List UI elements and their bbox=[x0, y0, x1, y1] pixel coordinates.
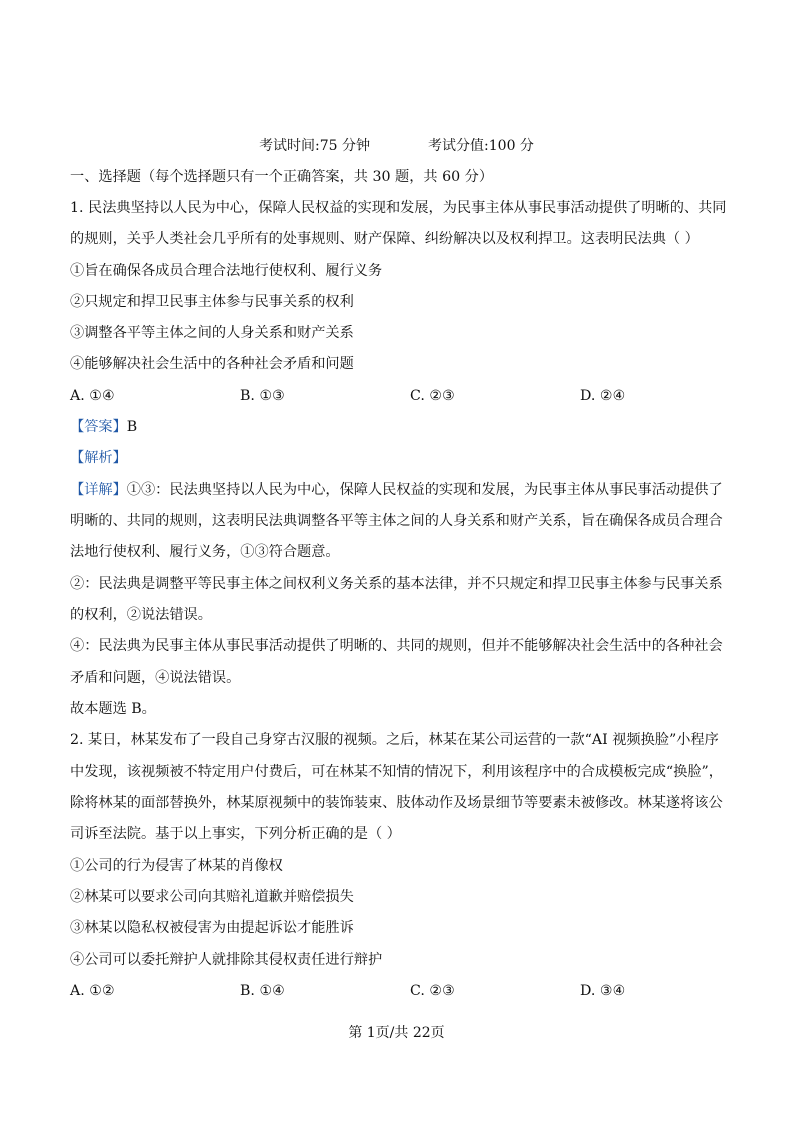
q1-detail-line-2: 明晰的、共同的规则，这表明民法典调整各平等主体之间的人身关系和财产关系，旨在确保各成员合理合 bbox=[70, 513, 723, 529]
q1-detail-line-3: 法地行使权利、履行义务，①③符合题意。 bbox=[70, 544, 340, 560]
q1-statement-2: ②只规定和捍卫民事主体参与民事关系的权利 bbox=[70, 294, 354, 310]
q1-option-c: C. ②③ bbox=[410, 388, 455, 404]
q2-option-a: A. ①② bbox=[70, 983, 115, 999]
exam-info bbox=[0, 136, 793, 156]
q1-detail-line-4: ②：民法典是调整平等民事主体之间权利义务关系的基本法律，并不只规定和捍卫民事主体参与民事关系 bbox=[70, 576, 723, 592]
q1-detail-line-7: 矛盾和问题，④说法错误。 bbox=[70, 670, 241, 686]
q1-statement-4: ④能够解决社会生活中的各种社会矛盾和问题 bbox=[70, 356, 354, 372]
q2-statement-1: ①公司的行为侵害了林某的肖像权 bbox=[70, 858, 283, 874]
q2-stem-line-2: 中发现，该视频被不特定用户付费后，可在林某不知情的情况下，利用该程序中的合成模板完成“换脸”， bbox=[70, 764, 723, 780]
q2-stem-line-1: 2. 某日，林某发布了一段自己身穿古汉服的视频。之后，林某在某公司运营的一款“AI 视频换脸”小程序 bbox=[70, 732, 719, 748]
answer-tag: 【答案】 bbox=[70, 419, 127, 435]
q2-options bbox=[70, 981, 730, 1001]
q2-stem-line-3: 除将林某的面部替换外，林某原视频中的装饰装束、肢体动作及场景细节等要素未被修改。林某遂将该公 bbox=[70, 795, 723, 811]
answer-value: B bbox=[126, 419, 138, 435]
q1-options bbox=[70, 386, 730, 406]
q1-stem-line-1: 1. 民法典坚持以人民为中心，保障人民权益的实现和发展，为民事主体从事民事活动提供了明晰的、共同 bbox=[70, 200, 727, 216]
exam-score: 考试分值:100 分 bbox=[428, 138, 534, 154]
page-footer: 第 1页/共 22页 bbox=[348, 1025, 445, 1041]
q1-detail-line-1 bbox=[70, 480, 730, 500]
q1-answer bbox=[70, 417, 730, 437]
q1-detail-line-6: ④：民法典为民事主体从事民事活动提供了明晰的、共同的规则，但并不能够解决社会生活中的各种社会 bbox=[70, 638, 723, 654]
q1-option-b: B. ①③ bbox=[240, 388, 285, 404]
q1-analysis-tag bbox=[70, 448, 730, 468]
q1-option-d: D. ②④ bbox=[580, 388, 626, 404]
q2-statement-2: ②林某可以要求公司向其赔礼道歉并赔偿损失 bbox=[70, 889, 354, 905]
detail-tag: 【详解】 bbox=[70, 482, 127, 498]
q2-option-c: C. ②③ bbox=[410, 983, 455, 999]
analysis-tag: 【解析】 bbox=[70, 450, 127, 466]
q1-statement-3: ③调整各平等主体之间的人身关系和财产关系 bbox=[70, 325, 354, 341]
q1-stem-line-2: 的规则，关乎人类社会几乎所有的处事规则、财产保障、纠纷解决以及权利捍卫。这表明民法典（ ） bbox=[70, 231, 699, 247]
q2-statement-4: ④公司可以委托辩护人就排除其侵权责任进行辩护 bbox=[70, 952, 383, 968]
q1-conclusion: 故本题选 B。 bbox=[70, 701, 156, 717]
section-heading: 一、选择题（每个选择题只有一个正确答案，共 30 题，共 60 分） bbox=[70, 169, 494, 185]
q1-statement-1: ①旨在确保各成员合理合法地行使权利、履行义务 bbox=[70, 263, 383, 279]
q2-option-b: B. ①④ bbox=[240, 983, 285, 999]
q1-option-a: A. ①④ bbox=[70, 388, 115, 404]
q1-detail-line-5: 的权利，②说法错误。 bbox=[70, 607, 212, 623]
q2-statement-3: ③林某以隐私权被侵害为由提起诉讼才能胜诉 bbox=[70, 920, 354, 936]
detail-text: ①③：民法典坚持以人民为中心，保障人民权益的实现和发展，为民事主体从事民事活动提供了 bbox=[126, 482, 723, 498]
q2-stem-line-4: 司诉至法院。基于以上事实，下列分析正确的是（ ） bbox=[70, 826, 401, 842]
q2-option-d: D. ③④ bbox=[580, 983, 626, 999]
exam-time: 考试时间:75 分钟 bbox=[259, 138, 371, 154]
